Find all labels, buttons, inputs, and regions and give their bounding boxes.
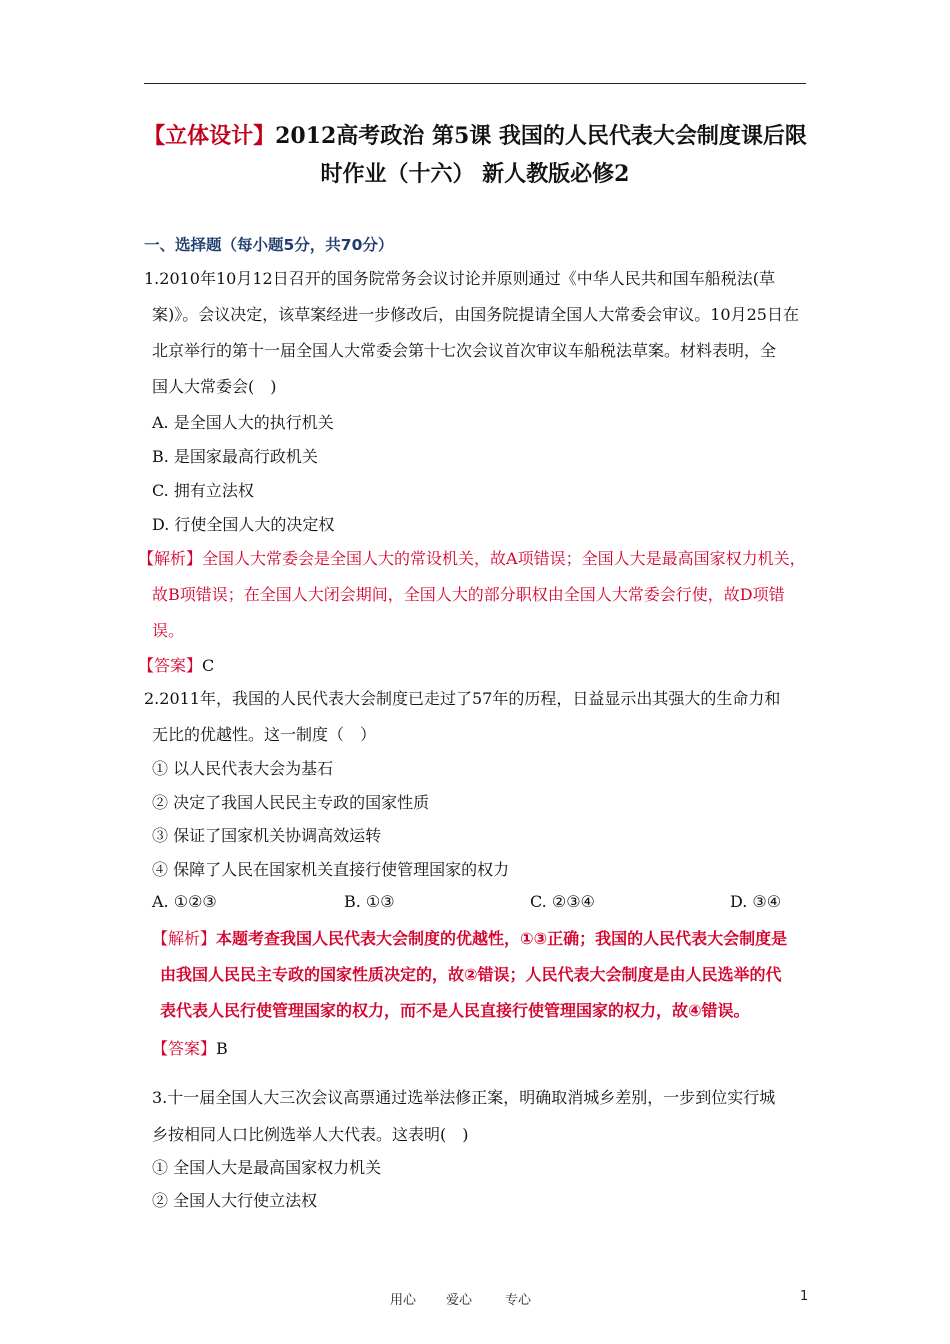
q2-option-c: C. ②③④ — [530, 892, 595, 911]
footer-word: 用心 — [390, 1293, 417, 1308]
q1-stem-line: 案)》。会议决定，该草案经进一步修改后，由国务院提请全国人大常委会审议。10月25日在 — [152, 305, 799, 324]
q3-stem-line: 3.十一届全国人大三次会议高票通过选举法修正案，明确取消城乡差别，一步到位实行城 — [152, 1088, 776, 1107]
q2-option-b: B. ①③ — [344, 892, 395, 911]
footer-word: 爱心 — [446, 1293, 473, 1308]
q3-statement-2: ② 全国人大行使立法权 — [152, 1191, 318, 1210]
title-bracket-tag: 【立体设计】 — [143, 123, 276, 149]
q2-stem-line: 无比的优越性。这一制度（ ） — [152, 725, 377, 744]
q1-analysis-tag: 【解析】 — [138, 549, 203, 568]
q2-answer-tag: 【答案】 — [152, 1039, 217, 1058]
title-text: 2012高考政治 第5课 我国的人民代表大会制度课后限 — [275, 123, 807, 149]
q2-options-row — [152, 892, 792, 914]
q3-statement-1: ① 全国人大是最高国家权力机关 — [152, 1158, 382, 1177]
q1-stem-line: 国人大常委会( ) — [152, 377, 277, 396]
q1-analysis-line: 故B项错误；在全国人大闭会期间，全国人大的部分职权由全国人大常委会行使，故D项错 — [152, 585, 785, 604]
q1-stem-line: 1.2010年10月12日召开的国务院常务会议讨论并原则通过《中华人民共和国车船税法(草 — [144, 269, 775, 288]
q2-statement-1: ① 以人民代表大会为基石 — [152, 759, 334, 778]
q1-option-a: A. 是全国人大的执行机关 — [152, 413, 334, 432]
q1-analysis-line — [138, 548, 806, 570]
section-heading: 一、选择题（每小题5分，共70分） — [144, 236, 394, 254]
q2-answer-value: B — [216, 1039, 228, 1058]
page-number: 1 — [800, 1289, 809, 1304]
q1-answer-value: C — [202, 656, 215, 675]
q2-statement-4: ④ 保障了人民在国家机关直接行使管理国家的权力 — [152, 860, 510, 879]
page-footer — [0, 1289, 950, 1309]
q1-stem-line: 北京举行的第十一届全国人大常委会第十七次会议首次审议车船税法草案。材料表明，全 — [152, 341, 777, 360]
q1-option-d: D. 行使全国人大的决定权 — [152, 515, 335, 534]
faint-watermark — [420, 1000, 540, 1030]
q2-analysis-text: 本题考查我国人民代表大会制度的优越性，①③正确；我国的人民代表大会制度是 — [216, 929, 788, 948]
q2-option-d: D. ③④ — [730, 892, 782, 911]
q1-option-b: B. 是国家最高行政机关 — [152, 447, 318, 466]
q1-analysis-line: 误。 — [152, 621, 185, 640]
q2-statement-3: ③ 保证了国家机关协调高效运转 — [152, 826, 382, 845]
q2-answer-line — [152, 1038, 228, 1060]
q3-stem-line: 乡按相同人口比例选举人大代表。这表明( ) — [152, 1125, 469, 1144]
document-title-line2: 时作业（十六） 新人教版必修2 — [320, 161, 630, 187]
q2-analysis-line: 表代表人民行使管理国家的权力，而不是人民直接行使管理国家的权力，故④错误。 — [160, 1001, 750, 1020]
document-title-line1 — [120, 118, 830, 154]
q2-analysis-line: 由我国人民民主专政的国家性质决定的，故②错误；人民代表大会制度是由人民选举的代 — [160, 965, 782, 984]
q2-analysis-tag: 【解析】 — [152, 929, 217, 948]
q1-analysis-text: 全国人大常委会是全国人大的常设机关，故A项错误；全国人大是最高国家权力机关， — [202, 549, 806, 568]
q1-answer-tag: 【答案】 — [138, 656, 203, 675]
footer-word: 专心 — [505, 1293, 532, 1308]
q1-option-c: C. 拥有立法权 — [152, 481, 254, 500]
q2-statement-2: ② 决定了我国人民民主专政的国家性质 — [152, 793, 430, 812]
q2-option-a: A. ①②③ — [152, 892, 217, 911]
q1-answer-line — [138, 655, 214, 677]
q2-analysis-line — [152, 928, 787, 950]
header-rule — [144, 83, 806, 84]
q2-stem-line: 2.2011年，我国的人民代表大会制度已走过了57年的历程，日益显示出其强大的生命力和 — [144, 689, 781, 708]
